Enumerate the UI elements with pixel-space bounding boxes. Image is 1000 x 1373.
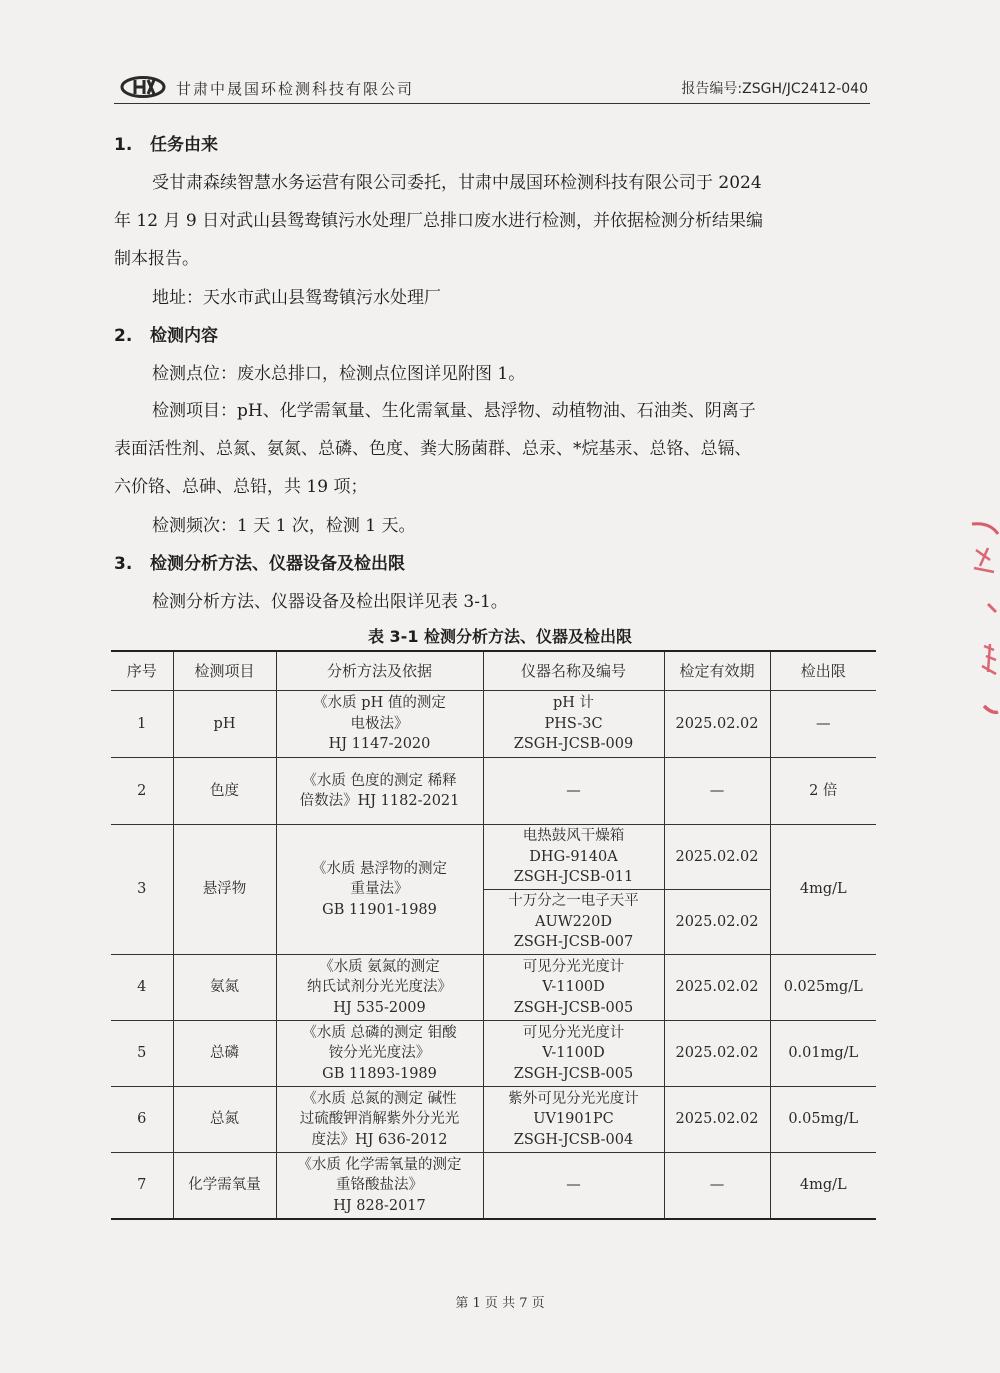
cell-validity: 2025.02.02 [664,890,770,955]
s1-address: 地址：天水市武山县鸳鸯镇污水处理厂 [152,288,441,308]
cell-instrument: 可见分光光度计 V-1100D ZSGH-JCSB-005 [483,955,664,1021]
cell-instrument: — [483,1153,664,1220]
cell-limit: 0.01mg/L [770,1021,876,1087]
s2-items-line-2: 表面活性剂、总氮、氨氮、总磷、色度、粪大肠菌群、总汞、*烷基汞、总铬、总镉、 [114,439,752,459]
cell-no: 5 [111,1021,173,1087]
cell-method: 《水质 总氮的测定 碱性 过硫酸钾消解紫外分光光 度法》HJ 636-2012 [276,1087,483,1153]
col-header-item: 检测项目 [173,651,276,691]
s2-frequency: 检测频次：1 天 1 次，检测 1 天。 [152,516,416,536]
table-row [111,1021,876,1087]
cell-instrument: 可见分光光度计 V-1100D ZSGH-JCSB-005 [483,1021,664,1087]
company-name: 甘肃中晟国环检测科技有限公司 [176,80,415,98]
cell-method: 《水质 色度的测定 稀释 倍数法》HJ 1182-2021 [276,758,483,825]
table-row [111,825,876,890]
cell-validity: 2025.02.02 [664,955,770,1021]
table-header-row [111,651,876,691]
cell-item: 化学需氧量 [173,1153,276,1220]
col-header-no: 序号 [111,651,173,691]
col-header-limit: 检出限 [770,651,876,691]
seal-stamp-icon [966,520,1000,720]
cell-item: 氨氮 [173,955,276,1021]
col-header-instrument: 仪器名称及编号 [483,651,664,691]
section-2-number: 2. [114,326,133,346]
cell-no: 6 [111,1087,173,1153]
s2-items-line-3: 六价铬、总砷、总铅，共 19 项； [114,477,368,497]
page-header [118,74,868,102]
cell-method: 《水质 氨氮的测定 纳氏试剂分光光度法》 HJ 535-2009 [276,955,483,1021]
methods-table [111,650,876,1220]
cell-instrument: 电热鼓风干燥箱 DHG-9140A ZSGH-JCSB-011 [483,825,664,890]
cell-limit: 0.025mg/L [770,955,876,1021]
table-row [111,758,876,825]
report-number: 报告编号:ZSGH/JC2412-040 [681,81,868,97]
cell-instrument: 十万分之一电子天平 AUW220D ZSGH-JCSB-007 [483,890,664,955]
cell-validity: — [664,758,770,825]
cell-item: pH [173,691,276,758]
cell-instrument: — [483,758,664,825]
cell-no: 1 [111,691,173,758]
col-header-method: 分析方法及依据 [276,651,483,691]
section-2-heading [114,324,218,348]
table-row [111,955,876,1021]
col-header-validity: 检定有效期 [664,651,770,691]
s2-monitoring-point: 检测点位：废水总排口，检测点位图详见附图 1。 [152,364,526,384]
section-3-number: 3. [114,554,133,574]
section-1-heading [114,133,218,157]
table-row [111,1153,876,1220]
cell-method: 《水质 总磷的测定 钼酸 铵分光光度法》 GB 11893-1989 [276,1021,483,1087]
s1-paragraph-line-2: 年 12 月 9 日对武山县鸳鸯镇污水处理厂总排口废水进行检测，并依据检测分析结果编 [114,211,764,231]
cell-limit: — [770,691,876,758]
section-2-title: 检测内容 [150,326,218,346]
cell-no: 7 [111,1153,173,1220]
cell-validity: — [664,1153,770,1220]
cell-validity: 2025.02.02 [664,825,770,890]
cell-item: 悬浮物 [173,825,276,955]
company-logo-icon [120,76,166,98]
header-divider [114,103,870,104]
cell-limit: 0.05mg/L [770,1087,876,1153]
cell-no: 2 [111,758,173,825]
section-1-title: 任务由来 [150,135,218,155]
cell-limit: 2 倍 [770,758,876,825]
cell-instrument: 紫外可见分光光度计 UV1901PC ZSGH-JCSB-004 [483,1087,664,1153]
s1-paragraph-line-1: 受甘肃森续智慧水务运营有限公司委托，甘肃中晟国环检测科技有限公司于 2024 [152,173,762,193]
cell-item: 总磷 [173,1021,276,1087]
cell-validity: 2025.02.02 [664,691,770,758]
s2-items-line-1: 检测项目：pH、化学需氧量、生化需氧量、悬浮物、动植物油、石油类、阴离子 [152,401,756,421]
section-1-number: 1. [114,135,133,155]
cell-item: 总氮 [173,1087,276,1153]
section-3-title: 检测分析方法、仪器设备及检出限 [150,554,405,574]
table-row [111,691,876,758]
cell-method: 《水质 化学需氧量的测定 重铬酸盐法》 HJ 828-2017 [276,1153,483,1220]
s1-paragraph-line-3: 制本报告。 [114,249,199,269]
table-caption: 表 3-1 检测分析方法、仪器及检出限 [367,627,633,646]
cell-no: 3 [111,825,173,955]
page-footer: 第 1 页 共 7 页 [455,1296,545,1311]
cell-validity: 2025.02.02 [664,1087,770,1153]
cell-method: 《水质 悬浮物的测定 重量法》 GB 11901-1989 [276,825,483,955]
cell-item: 色度 [173,758,276,825]
section-3-heading [114,552,405,576]
cell-limit: 4mg/L [770,1153,876,1220]
table-row [111,1087,876,1153]
cell-instrument: pH 计 PHS-3C ZSGH-JCSB-009 [483,691,664,758]
cell-validity: 2025.02.02 [664,1021,770,1087]
cell-limit: 4mg/L [770,825,876,955]
cell-no: 4 [111,955,173,1021]
s3-intro: 检测分析方法、仪器设备及检出限详见表 3-1。 [152,592,508,612]
cell-method: 《水质 pH 值的测定 电极法》 HJ 1147-2020 [276,691,483,758]
